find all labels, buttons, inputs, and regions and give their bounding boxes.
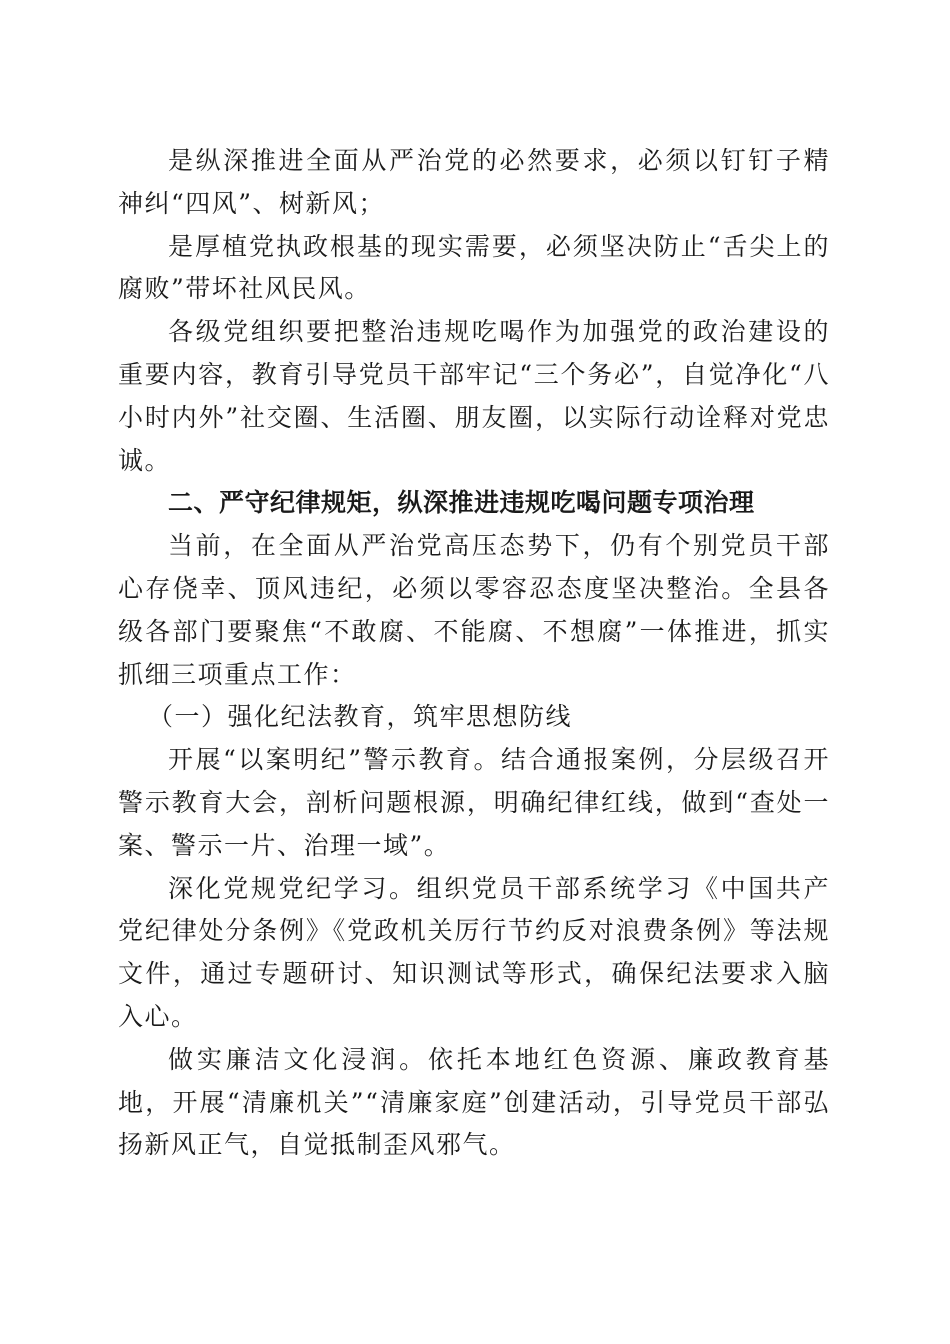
paragraph: 深化党规党纪学习。组织党员干部系统学习《中国共产党纪律处分条例》《党政机关厉行节约反对浪费条例》等法规文件，通过专题研讨、知识测试等形式，确保纪法要求入脑入心。 — [118, 873, 830, 1031]
paragraph: 是厚植党执政根基的现实需要，必须坚决防止“舌尖上的腐败”带坏社风民风。 — [118, 231, 830, 304]
paragraph: 做实廉洁文化浸润。依托本地红色资源、廉政教育基地，开展“清廉机关”“清廉家庭”创建活动，引导党员干部弘扬新风正气，自觉抵制歪风邪气。 — [118, 1044, 830, 1160]
paragraph: 当前，在全面从严治党高压态势下，仍有个别党员干部心存侥幸、顶风违纪，必须以零容忍态度坚决整治。全县各级各部门要聚焦“不敢腐、不能腐、不想腐”一体推进，抓实抓细三项重点工作： — [118, 531, 830, 689]
subsection-heading: （一）强化纪法教育，筑牢思想防线 — [148, 702, 573, 732]
paragraph: 开展“以案明纪”警示教育。结合通报案例，分层级召开警示教育大会，剖析问题根源，明确纪律红线，做到“查处一案、警示一片、治理一域”。 — [118, 745, 830, 860]
section-heading: 二、严守纪律规矩，纵深推进违规吃喝问题专项治理 — [168, 488, 755, 518]
paragraph: 是纵深推进全面从严治党的必然要求，必须以钉钉子精神纠“四风”、树新风； — [118, 146, 830, 218]
document-body — [118, 140, 830, 1167]
paragraph: 各级党组织要把整治违规吃喝作为加强党的政治建设的重要内容，教育引导党员干部牢记“三个务必”，自觉净化“八小时内外”社交圈、生活圈、朋友圈，以实际行动诠释对党忠诚。 — [118, 317, 830, 475]
